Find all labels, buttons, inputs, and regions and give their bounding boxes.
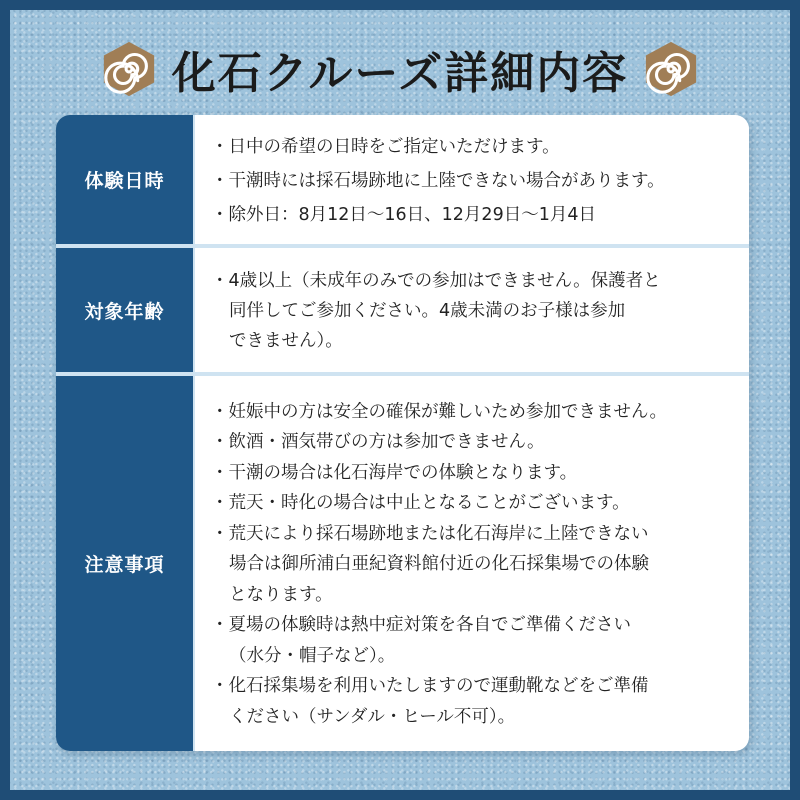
header xyxy=(0,34,800,104)
item-line: できません）。 xyxy=(229,331,343,351)
row-label: 体験日時 xyxy=(56,115,193,244)
item-line: ・4歳以上（未成年のみでの参加はできません。保護者と xyxy=(211,271,661,291)
item-line: ・干潮時には採石場跡地に上陸できない場合があります。 xyxy=(211,170,665,191)
list-item xyxy=(211,610,735,671)
item-line: となります。 xyxy=(229,584,333,605)
item-line: ・荒天・時化の場合は中止となることがございます。 xyxy=(211,493,630,514)
row-label: 注意事項 xyxy=(56,376,193,751)
item-line: ください（サンダル・ヒール不可）。 xyxy=(229,706,516,727)
list-item xyxy=(211,397,735,428)
list-item xyxy=(211,488,735,519)
item-line: ・妊娠中の方は安全の確保が難しいため参加できません。 xyxy=(211,401,668,422)
ammonite-icon xyxy=(100,40,158,98)
list-item xyxy=(211,266,735,356)
item-line: ・夏場の体験時は熱中症対策を各自でご準備ください xyxy=(211,615,631,636)
row-content xyxy=(195,115,749,244)
list-item xyxy=(211,427,735,458)
row-target-age xyxy=(56,248,749,372)
item-line: 同伴してご参加ください。4歳未満のお子様は参加 xyxy=(229,301,626,321)
ammonite-icon xyxy=(642,40,700,98)
row-content xyxy=(195,376,749,751)
item-line: ・飲酒・酒気帯びの方は参加できません。 xyxy=(211,432,545,453)
row-notes xyxy=(56,376,749,751)
list-item xyxy=(211,671,735,732)
item-line: ・荒天により採石場跡地または化石海岸に上陸できない xyxy=(211,523,649,544)
row-content xyxy=(195,248,749,372)
item-line: （水分・帽子など）。 xyxy=(229,645,396,666)
list-item xyxy=(211,458,735,489)
item-line: ・除外日：8月12日～16日、12月29日～1月4日 xyxy=(211,204,596,225)
list-item xyxy=(211,130,735,164)
row-label: 対象年齢 xyxy=(56,248,193,372)
item-line: ・干潮の場合は化石海岸での体験となります。 xyxy=(211,462,578,483)
page-title: 化石クルーズ詳細内容 xyxy=(171,48,629,99)
item-line: 場合は御所浦白亜紀資料館付近の化石採集場での体験 xyxy=(229,554,649,575)
row-experience-datetime xyxy=(56,115,749,244)
list-item xyxy=(211,164,735,198)
details-table xyxy=(56,115,749,751)
item-line: ・日中の希望の日時をご指定いただけます。 xyxy=(211,136,560,157)
list-item xyxy=(211,519,735,611)
list-item xyxy=(211,198,735,232)
item-line: ・化石採集場を利用いたしますので運動靴などをご準備 xyxy=(211,676,649,697)
